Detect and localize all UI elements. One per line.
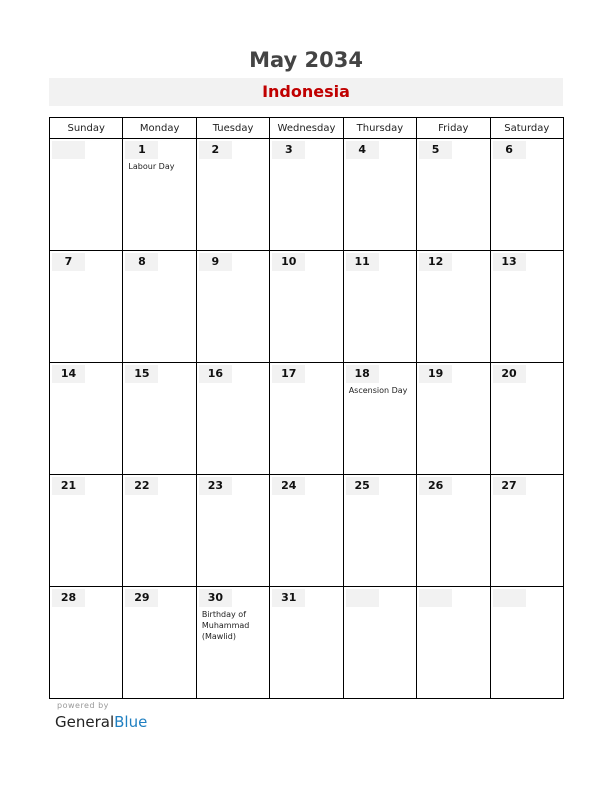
weekday-sunday: Sunday [50,118,123,139]
day-cell [50,139,123,251]
holiday-label: Birthday of Muhammad (Mawlid) [201,610,250,641]
day-cell [343,363,416,475]
weekday-friday: Friday [417,118,490,139]
day-cell [343,587,416,699]
day-number: 8 [125,253,158,271]
day-cell [123,251,196,363]
day-number: 19 [419,365,452,383]
day-cell [417,475,490,587]
day-cell [196,587,269,699]
day-cell [417,587,490,699]
day-cell [270,587,343,699]
day-number: 30 [199,589,232,607]
day-cell [270,475,343,587]
day-cell [343,139,416,251]
day-number: 17 [272,365,305,383]
holiday-label: Labour Day [128,162,175,171]
day-cell [50,587,123,699]
day-number [493,589,526,607]
day-cell [417,251,490,363]
day-number: 28 [52,589,85,607]
powered-by-text: powered by [57,701,109,710]
day-cell [417,139,490,251]
weekday-monday: Monday [123,118,196,139]
day-cell [343,475,416,587]
day-cell [270,251,343,363]
day-cell [123,587,196,699]
day-number: 13 [493,253,526,271]
day-number: 22 [125,477,158,495]
brand-blue: Blue [114,713,148,731]
day-number: 29 [125,589,158,607]
day-number: 12 [419,253,452,271]
day-cell [343,251,416,363]
calendar-grid [49,117,564,699]
day-number: 4 [346,141,379,159]
day-cell [196,139,269,251]
day-number: 15 [125,365,158,383]
weekday-tuesday: Tuesday [196,118,269,139]
week-row [50,587,564,699]
day-number: 11 [346,253,379,271]
week-row [50,363,564,475]
day-number: 5 [419,141,452,159]
day-number: 2 [199,141,232,159]
weekday-wednesday: Wednesday [270,118,343,139]
day-cell [50,251,123,363]
day-cell [123,139,196,251]
day-number: 27 [493,477,526,495]
day-number [346,589,379,607]
holiday-label: Ascension Day [348,386,408,395]
day-number: 31 [272,589,305,607]
day-number: 23 [199,477,232,495]
day-cell [196,475,269,587]
day-cell [270,139,343,251]
day-number: 24 [272,477,305,495]
day-cell [123,475,196,587]
day-cell [196,363,269,475]
day-number: 26 [419,477,452,495]
day-cell [50,363,123,475]
country-name: Indonesia [262,82,350,101]
generalblue-logo [55,713,147,731]
weekday-thursday: Thursday [343,118,416,139]
day-number: 7 [52,253,85,271]
day-number: 14 [52,365,85,383]
day-cell [490,587,563,699]
weekday-saturday: Saturday [490,118,563,139]
day-cell [123,363,196,475]
day-number [419,589,452,607]
week-row [50,475,564,587]
day-cell [490,363,563,475]
day-cell [196,251,269,363]
day-number: 3 [272,141,305,159]
country-bar [49,78,563,106]
day-number: 25 [346,477,379,495]
day-cell [490,251,563,363]
day-cell [417,363,490,475]
day-cell [490,139,563,251]
day-number: 10 [272,253,305,271]
week-row [50,139,564,251]
day-number: 6 [493,141,526,159]
day-cell [270,363,343,475]
weekday-header-row [50,118,564,139]
day-number: 16 [199,365,232,383]
week-row [50,251,564,363]
day-number: 20 [493,365,526,383]
page-title: May 2034 [249,48,363,72]
brand-general: General [55,713,115,731]
day-cell [50,475,123,587]
day-number: 18 [346,365,379,383]
day-cell [490,475,563,587]
day-number: 1 [125,141,158,159]
day-number [52,141,85,159]
day-number: 21 [52,477,85,495]
day-number: 9 [199,253,232,271]
